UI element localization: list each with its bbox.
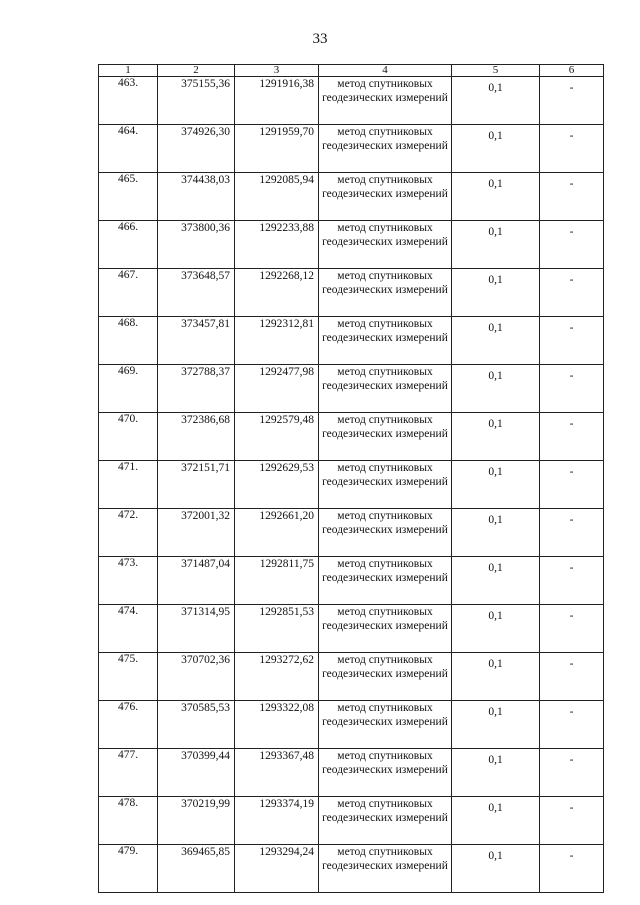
table-header-row	[99, 65, 604, 77]
note-cell: -	[540, 461, 604, 509]
accuracy-cell: 0,1	[452, 365, 540, 413]
point-number-cell: 472.	[99, 509, 158, 557]
table-row	[99, 173, 604, 221]
note-cell: -	[540, 125, 604, 173]
y-coordinate-cell: 1293374,19	[235, 797, 319, 845]
y-coordinate-cell: 1292579,48	[235, 413, 319, 461]
x-coordinate-cell: 371314,95	[158, 605, 235, 653]
y-coordinate-cell: 1292811,75	[235, 557, 319, 605]
table-row	[99, 797, 604, 845]
y-coordinate-cell: 1293322,08	[235, 701, 319, 749]
method-cell: метод спутниковых геодезических измерений	[319, 653, 452, 701]
page-number: 33	[312, 31, 328, 47]
table-row	[99, 125, 604, 173]
note-cell: -	[540, 845, 604, 893]
note-cell: -	[540, 701, 604, 749]
table-row	[99, 317, 604, 365]
point-number-cell: 469.	[99, 365, 158, 413]
point-number-cell: 476.	[99, 701, 158, 749]
note-cell: -	[540, 557, 604, 605]
x-coordinate-cell: 370219,99	[158, 797, 235, 845]
y-coordinate-cell: 1293294,24	[235, 845, 319, 893]
point-number-cell: 479.	[99, 845, 158, 893]
note-cell: -	[540, 317, 604, 365]
method-cell: метод спутниковых геодезических измерений	[319, 269, 452, 317]
method-cell: метод спутниковых геодезических измерений	[319, 605, 452, 653]
x-coordinate-cell: 370399,44	[158, 749, 235, 797]
method-cell: метод спутниковых геодезических измерений	[319, 557, 452, 605]
y-coordinate-cell: 1291959,70	[235, 125, 319, 173]
column-header-2: 2	[158, 65, 235, 77]
y-coordinate-cell: 1291916,38	[235, 77, 319, 125]
accuracy-cell: 0,1	[452, 413, 540, 461]
method-cell: метод спутниковых геодезических измерений	[319, 317, 452, 365]
point-number-cell: 474.	[99, 605, 158, 653]
accuracy-cell: 0,1	[452, 509, 540, 557]
accuracy-cell: 0,1	[452, 653, 540, 701]
accuracy-cell: 0,1	[452, 701, 540, 749]
table-body	[99, 77, 604, 893]
method-cell: метод спутниковых геодезических измерений	[319, 173, 452, 221]
accuracy-cell: 0,1	[452, 461, 540, 509]
table-row	[99, 845, 604, 893]
note-cell: -	[540, 605, 604, 653]
method-cell: метод спутниковых геодезических измерений	[319, 797, 452, 845]
x-coordinate-cell: 373648,57	[158, 269, 235, 317]
note-cell: -	[540, 509, 604, 557]
method-cell: метод спутниковых геодезических измерений	[319, 413, 452, 461]
point-number-cell: 470.	[99, 413, 158, 461]
x-coordinate-cell: 372788,37	[158, 365, 235, 413]
point-number-cell: 466.	[99, 221, 158, 269]
accuracy-cell: 0,1	[452, 173, 540, 221]
y-coordinate-cell: 1292312,81	[235, 317, 319, 365]
x-coordinate-cell: 374438,03	[158, 173, 235, 221]
accuracy-cell: 0,1	[452, 557, 540, 605]
point-number-cell: 477.	[99, 749, 158, 797]
accuracy-cell: 0,1	[452, 605, 540, 653]
point-number-cell: 475.	[99, 653, 158, 701]
table-row	[99, 653, 604, 701]
note-cell: -	[540, 413, 604, 461]
note-cell: -	[540, 221, 604, 269]
note-cell: -	[540, 269, 604, 317]
table-row	[99, 605, 604, 653]
note-cell: -	[540, 797, 604, 845]
method-cell: метод спутниковых геодезических измерений	[319, 461, 452, 509]
x-coordinate-cell: 373800,36	[158, 221, 235, 269]
accuracy-cell: 0,1	[452, 77, 540, 125]
method-cell: метод спутниковых геодезических измерений	[319, 845, 452, 893]
column-header-4: 4	[319, 65, 452, 77]
x-coordinate-cell: 369465,85	[158, 845, 235, 893]
point-number-cell: 478.	[99, 797, 158, 845]
x-coordinate-cell: 370702,36	[158, 653, 235, 701]
accuracy-cell: 0,1	[452, 317, 540, 365]
y-coordinate-cell: 1292085,94	[235, 173, 319, 221]
note-cell: -	[540, 77, 604, 125]
x-coordinate-cell: 372001,32	[158, 509, 235, 557]
table-row	[99, 749, 604, 797]
column-header-3: 3	[235, 65, 319, 77]
note-cell: -	[540, 749, 604, 797]
accuracy-cell: 0,1	[452, 797, 540, 845]
method-cell: метод спутниковых геодезических измерений	[319, 77, 452, 125]
y-coordinate-cell: 1292629,53	[235, 461, 319, 509]
point-number-cell: 471.	[99, 461, 158, 509]
method-cell: метод спутниковых геодезических измерений	[319, 365, 452, 413]
table-row	[99, 221, 604, 269]
table-row	[99, 269, 604, 317]
x-coordinate-cell: 371487,04	[158, 557, 235, 605]
method-cell: метод спутниковых геодезических измерений	[319, 125, 452, 173]
point-number-cell: 473.	[99, 557, 158, 605]
y-coordinate-cell: 1292851,53	[235, 605, 319, 653]
table-row	[99, 77, 604, 125]
y-coordinate-cell: 1293367,48	[235, 749, 319, 797]
accuracy-cell: 0,1	[452, 125, 540, 173]
x-coordinate-cell: 372151,71	[158, 461, 235, 509]
method-cell: метод спутниковых геодезических измерений	[319, 749, 452, 797]
table-row	[99, 509, 604, 557]
accuracy-cell: 0,1	[452, 845, 540, 893]
method-cell: метод спутниковых геодезических измерений	[319, 509, 452, 557]
x-coordinate-cell: 375155,36	[158, 77, 235, 125]
point-number-cell: 463.	[99, 77, 158, 125]
coordinates-table	[98, 64, 604, 893]
table-row	[99, 701, 604, 749]
method-cell: метод спутниковых геодезических измерений	[319, 701, 452, 749]
note-cell: -	[540, 653, 604, 701]
x-coordinate-cell: 373457,81	[158, 317, 235, 365]
x-coordinate-cell: 370585,53	[158, 701, 235, 749]
point-number-cell: 465.	[99, 173, 158, 221]
y-coordinate-cell: 1292477,98	[235, 365, 319, 413]
column-header-6: 6	[540, 65, 604, 77]
table-row	[99, 557, 604, 605]
note-cell: -	[540, 173, 604, 221]
point-number-cell: 468.	[99, 317, 158, 365]
table-row	[99, 461, 604, 509]
x-coordinate-cell: 372386,68	[158, 413, 235, 461]
accuracy-cell: 0,1	[452, 269, 540, 317]
table-row	[99, 413, 604, 461]
column-header-1: 1	[99, 65, 158, 77]
y-coordinate-cell: 1292268,12	[235, 269, 319, 317]
y-coordinate-cell: 1292661,20	[235, 509, 319, 557]
note-cell: -	[540, 365, 604, 413]
table-row	[99, 365, 604, 413]
y-coordinate-cell: 1293272,62	[235, 653, 319, 701]
accuracy-cell: 0,1	[452, 749, 540, 797]
point-number-cell: 464.	[99, 125, 158, 173]
column-header-5: 5	[452, 65, 540, 77]
method-cell: метод спутниковых геодезических измерений	[319, 221, 452, 269]
accuracy-cell: 0,1	[452, 221, 540, 269]
y-coordinate-cell: 1292233,88	[235, 221, 319, 269]
point-number-cell: 467.	[99, 269, 158, 317]
x-coordinate-cell: 374926,30	[158, 125, 235, 173]
